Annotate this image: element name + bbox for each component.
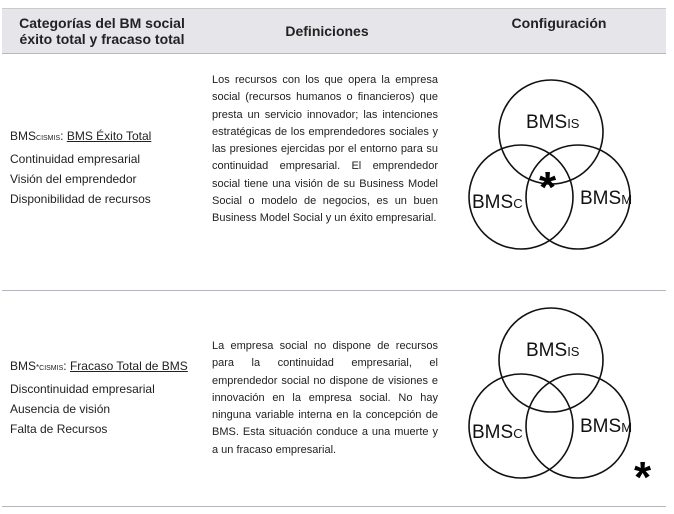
venn-label-right: BMSM <box>580 188 633 209</box>
table-header <box>2 8 666 54</box>
header-categories <box>2 9 202 53</box>
row1-definition: Los recursos con los que opera la empresa social (recursos humanos o financieros) que presta un servicio innovador; las intenciones estratégicas de los emprendedores sociales y las presiones ejercidas por el entorno para su continuidad empresarial. El emprendedor social tiene una visión de su Business Model Social o modelo de negocios, es un buen Business Model Social y un éxito empresarial. <box>212 74 438 225</box>
row1-item: Visión del emprendedor <box>10 172 137 186</box>
venn-label-right: BMSM <box>580 416 633 437</box>
row2-item: Discontinuidad empresarial <box>10 382 155 396</box>
header-categories-line2: éxito total y fracaso total <box>19 31 185 47</box>
row2-cat-sep: : <box>63 359 70 373</box>
header-categories-line1: Categorías del BM social <box>19 15 185 31</box>
row2-cat-prefix: BMS <box>10 359 37 373</box>
venn-star-center: * <box>539 163 557 212</box>
row2-cat-sup: * <box>36 363 40 372</box>
row2-category <box>10 356 188 439</box>
row1-item: Disponibilidad de recursos <box>10 192 151 206</box>
row-separator <box>2 290 666 291</box>
row2-venn-diagram <box>462 302 666 492</box>
row2-cat-title: Fracaso Total de BMS <box>69 359 188 373</box>
row1-cat-sub: CISMIS <box>36 135 61 142</box>
row2-item: Falta de Recursos <box>10 422 108 436</box>
row2-item: Ausencia de visión <box>10 402 111 416</box>
venn-label-top: BMSIS <box>526 112 580 133</box>
venn-star-outside: * <box>634 453 652 492</box>
row1-cat-sep: : <box>60 129 67 143</box>
header-definitions: Definiciones <box>285 23 369 39</box>
header-configuration: Configuración <box>511 15 607 31</box>
venn-label-left: BMSC <box>472 422 523 443</box>
row1-cat-prefix: BMS <box>10 129 37 143</box>
row1-category <box>10 126 151 209</box>
venn-label-top: BMSIS <box>526 340 580 361</box>
row-separator <box>2 506 666 507</box>
row1-item: Continuidad empresarial <box>10 152 141 166</box>
row2-cat-sub: CISMIS <box>39 365 64 372</box>
venn-label-left: BMSC <box>472 192 523 213</box>
row2-definition: La empresa social no dispone de recursos para la continuidad empresarial, el emprendedor social no dispone de visiones e innovación en la empresa social. No hay ninguna variable interna en la concepción de BMS. Esta situación conduce a una muerte y a un fracaso empresarial. <box>212 340 438 456</box>
row1-cat-title: BMS Éxito Total <box>66 129 152 143</box>
row1-venn-diagram <box>462 76 666 266</box>
